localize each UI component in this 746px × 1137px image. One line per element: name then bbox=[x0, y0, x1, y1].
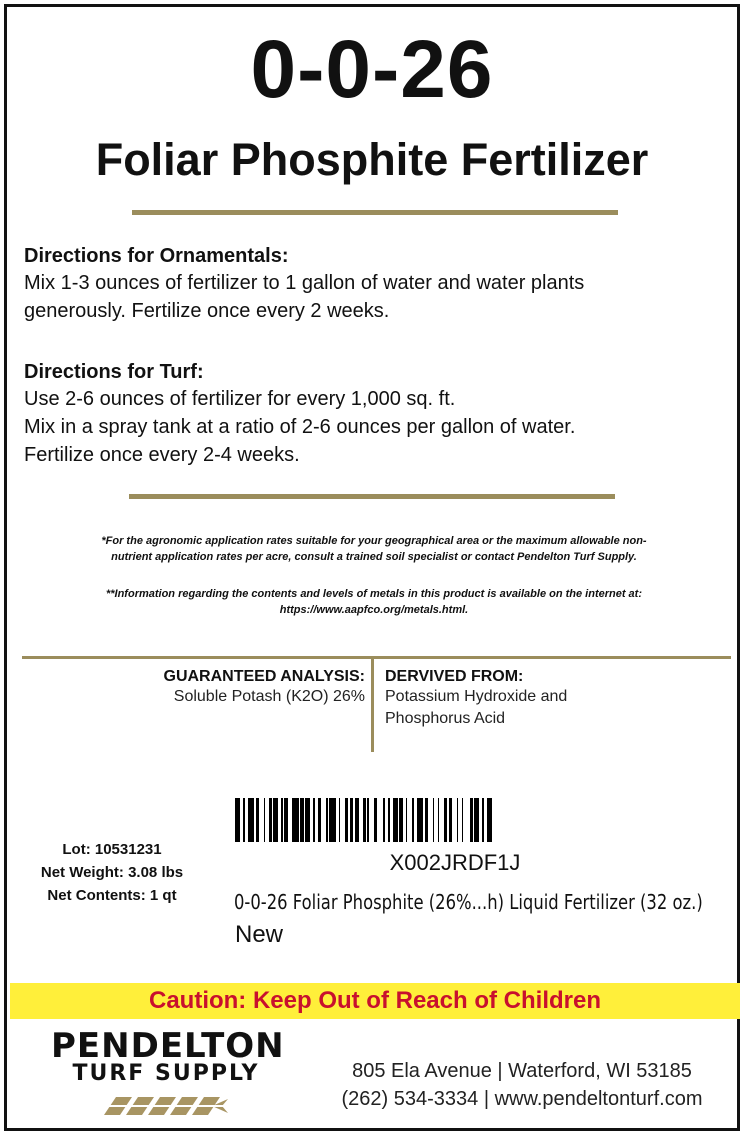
metals-note bbox=[27, 586, 721, 618]
lot-info bbox=[17, 838, 207, 907]
analysis-column-divider bbox=[371, 658, 374, 752]
note-line: https://www.aapfco.org/metals.html. bbox=[279, 604, 469, 616]
note-line: *For the agronomic application rates suitable for your geographical area or the maximum allowable non- bbox=[101, 535, 647, 547]
net-contents: Net Contents: 1 qt bbox=[47, 887, 177, 904]
barcode-bar bbox=[487, 798, 492, 842]
ornamentals-line: Mix 1-3 ounces of fertilizer to 1 gallon of water and water plants bbox=[24, 272, 585, 294]
derived-from-line: Potassium Hydroxide and bbox=[385, 688, 568, 705]
brand-logo bbox=[51, 1026, 285, 1124]
turf-line: Use 2-6 ounces of fertilizer for every 1,000 sq. ft. bbox=[24, 388, 456, 410]
turf-heading: Directions for Turf: bbox=[24, 361, 204, 383]
derived-from bbox=[385, 668, 715, 730]
barcode-image bbox=[235, 798, 492, 842]
analysis-top-rule bbox=[22, 656, 731, 659]
divider-rule bbox=[129, 494, 615, 499]
npk-analysis-title: 0-0-26 bbox=[250, 24, 494, 115]
turf-directions bbox=[24, 359, 734, 469]
lot-number: Lot: 10531231 bbox=[62, 841, 162, 858]
guaranteed-analysis-heading: GUARANTEED ANALYSIS: bbox=[163, 668, 365, 685]
caution-banner: Caution: Keep Out of Reach of Children bbox=[10, 983, 740, 1019]
brand-name: PENDELTON bbox=[51, 1026, 285, 1066]
guaranteed-analysis bbox=[22, 668, 365, 708]
turf-line: Mix in a spray tank at a ratio of 2-6 ounces per gallon of water. bbox=[24, 416, 576, 438]
ornamentals-directions bbox=[24, 243, 734, 325]
barcode-product-title: 0-0-26 Foliar Phosphite (26%...h) Liquid Fertilizer (32 oz.) bbox=[234, 890, 703, 914]
barcode-condition: New bbox=[235, 921, 284, 948]
product-name: Foliar Phosphite Fertilizer bbox=[95, 134, 649, 185]
application-rate-note bbox=[27, 533, 721, 565]
ornamentals-line: generously. Fertilize once every 2 weeks. bbox=[24, 300, 390, 322]
barcode-code: X002JRDF1J bbox=[389, 850, 521, 875]
note-line: nutrient application rates per acre, consult a trained soil specialist or contact Pendelton Turf Supply. bbox=[111, 551, 637, 563]
address: 805 Ela Avenue | Waterford, WI 53185 bbox=[352, 1060, 692, 1082]
wheat-logo-icon bbox=[96, 1089, 236, 1119]
net-weight: Net Weight: 3.08 lbs bbox=[40, 864, 184, 881]
turf-line: Fertilize once every 2-4 weeks. bbox=[24, 444, 300, 466]
divider-rule bbox=[132, 210, 618, 215]
note-line: **Information regarding the contents and levels of metals in this product is available on the internet at: bbox=[105, 588, 643, 600]
derived-from-line: Phosphorus Acid bbox=[385, 710, 506, 727]
brand-subname: TURF SUPPLY bbox=[72, 1061, 260, 1086]
contact-info bbox=[307, 1057, 737, 1113]
derived-from-heading: DERVIVED FROM: bbox=[385, 668, 524, 685]
product-label bbox=[4, 4, 740, 1131]
ornamentals-heading: Directions for Ornamentals: bbox=[24, 245, 289, 267]
guaranteed-analysis-value: Soluble Potash (K2O) 26% bbox=[173, 688, 365, 705]
phone-website: (262) 534-3334 | www.pendeltonturf.com bbox=[341, 1088, 703, 1110]
